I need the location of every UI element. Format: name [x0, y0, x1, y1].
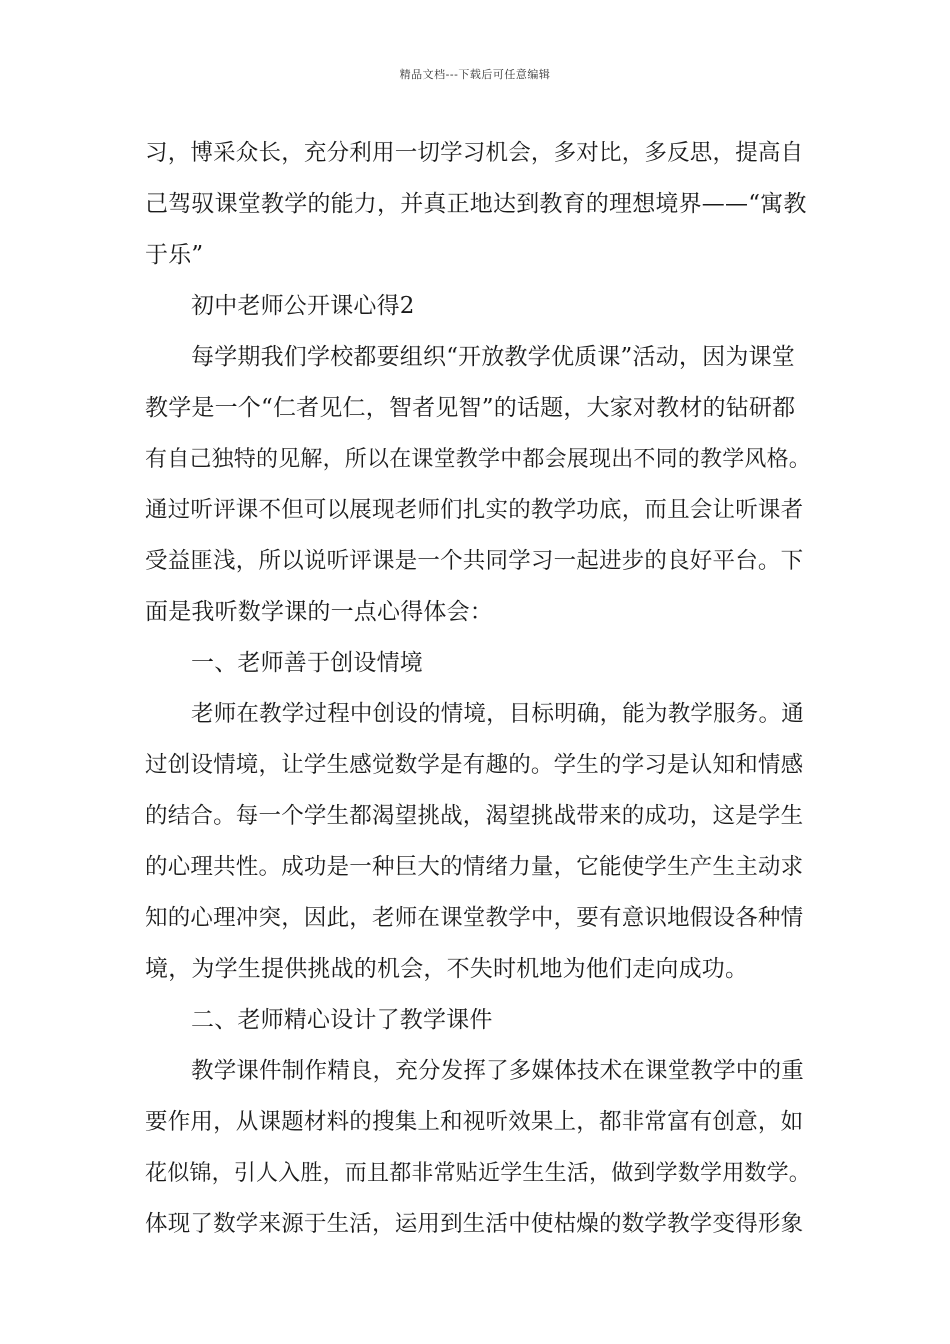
- text-line: 己驾驭课堂教学的能力，并真正地达到教育的理想境界——“寓教: [145, 191, 807, 217]
- text-line: 过创设情境，让学生感觉数学是有趣的。学生的学习是认知和情感: [145, 752, 804, 778]
- text-line: 有自己独特的见解，所以在课堂教学中都会展现出不同的教学风格。: [145, 447, 812, 472]
- text-line: 教学是一个“仁者见仁，智者见智”的话题，大家对教材的钻研都: [145, 395, 796, 421]
- text-line: 初中老师公开课心得2: [191, 293, 415, 319]
- text-line: 于乐”: [145, 242, 204, 268]
- text-line: 二、老师精心设计了教学课件: [191, 1007, 493, 1033]
- text-line: 受益匪浅，所以说听评课是一个共同学习一起进步的良好平台。下: [145, 548, 804, 574]
- text-line: 知的心理冲突，因此，老师在课堂教学中，要有意识地假设各种情: [145, 905, 804, 931]
- text-line: 境，为学生提供挑战的机会，不失时机地为他们走向成功。: [145, 956, 749, 982]
- text-line: 面是我听数学课的一点心得体会：: [145, 599, 493, 625]
- text-line: 的心理共性。成功是一种巨大的情绪力量，它能使学生产生主动求: [145, 854, 804, 880]
- text-line: 教学课件制作精良，充分发挥了多媒体技术在课堂教学中的重: [191, 1058, 804, 1084]
- text-line: 老师在教学过程中创设的情境，目标明确，能为教学服务。通: [191, 701, 804, 727]
- text-line: 的结合。每一个学生都渴望挑战，渴望挑战带来的成功，这是学生: [145, 803, 804, 829]
- text-line: 习，博采众长，充分利用一切学习机会，多对比，多反思，提高自: [145, 140, 804, 166]
- text-line: 花似锦，引人入胜，而且都非常贴近学生生活，做到学数学用数学。: [145, 1161, 812, 1186]
- text-line: 通过听评课不但可以展现老师们扎实的教学功底，而且会让听课者: [145, 497, 804, 523]
- text-line: 体现了数学来源于生活，运用到生活中使枯燥的数学教学变得形象: [145, 1211, 804, 1237]
- document-body: [145, 128, 813, 1250]
- text-line: 每学期我们学校都要组织“开放教学优质课”活动，因为课堂: [191, 344, 795, 370]
- text-line: 要作用，从课题材料的搜集上和视听效果上，都非常富有创意，如: [145, 1109, 804, 1135]
- page-header: 精品文档---下载后可任意编辑: [399, 68, 551, 81]
- text-line: 一、老师善于创设情境: [191, 650, 423, 676]
